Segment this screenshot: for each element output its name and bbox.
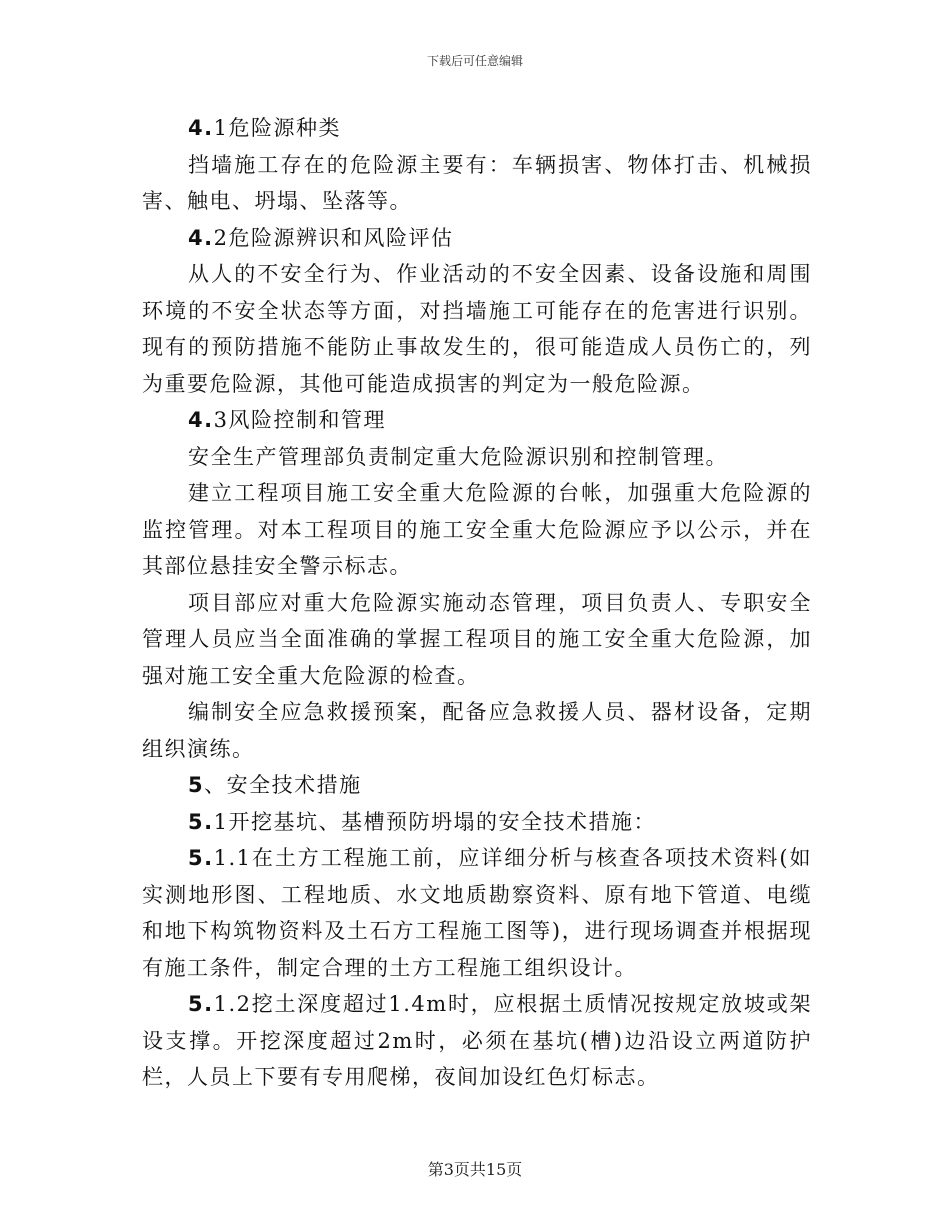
section-title: 、安全技术措施 bbox=[204, 773, 362, 797]
section-heading-4-1 bbox=[142, 110, 812, 147]
body-paragraph bbox=[142, 256, 812, 402]
section-title: 1开挖基坑、基槽预防坍塌的安全技术措施： bbox=[213, 809, 656, 834]
section-number: 4. bbox=[188, 225, 214, 250]
section-heading-4-2 bbox=[142, 220, 812, 257]
body-paragraph bbox=[142, 694, 812, 767]
section-heading-4-3 bbox=[142, 402, 812, 439]
section-number: 5 bbox=[188, 773, 205, 797]
section-title: 2危险源辨识和风险评估 bbox=[213, 225, 454, 250]
section-heading-5 bbox=[142, 767, 812, 804]
body-paragraph-5-1-2 bbox=[142, 986, 812, 1096]
page-footer: 第3页共15页 bbox=[427, 1160, 523, 1179]
body-paragraph-5-1-1 bbox=[142, 840, 812, 986]
section-number: 5. bbox=[188, 809, 214, 834]
section-number: 4. bbox=[188, 116, 214, 140]
page-header: 下载后可任意编辑 bbox=[426, 54, 523, 68]
paragraph-text: 1.2挖土深度超过1.4m时，应根据土质情况按规定放坡或架设支撑。开挖深度超过2m时，必须在基坑(槽)边沿设立两道防护栏，人员上下要有专用爬梯，夜间加设红色灯标志。 bbox=[142, 992, 812, 1089]
section-number: 4. bbox=[188, 408, 214, 432]
section-number: 5. bbox=[188, 992, 214, 1016]
paragraph-text: 1.1在土方工程施工前，应详细分析与核查各项技术资料(如实测地形图、工程地质、水文地质勘察资料、原有地下管道、电缆和地下构筑物资料及土石方工程施工图等)，进行现场调查并根据现有施工条件，制定合理的土方工程施工组织设计。 bbox=[142, 846, 812, 980]
paragraph-text: 编制安全应急救援预案，配备应急救援人员、器材设备，定期组织演练。 bbox=[142, 700, 812, 761]
body-paragraph bbox=[142, 585, 812, 695]
section-number: 5. bbox=[188, 846, 214, 870]
paragraph-text: 建立工程项目施工安全重大危险源的台帐，加强重大危险源的监控管理。对本工程项目的施工安全重大危险源应予以公示，并在其部位悬挂安全警示标志。 bbox=[142, 481, 812, 578]
document-body bbox=[142, 110, 812, 1096]
body-paragraph bbox=[142, 475, 812, 585]
body-paragraph bbox=[142, 439, 812, 476]
paragraph-text: 项目部应对重大危险源实施动态管理，项目负责人、专职安全管理人员应当全面准确的掌握工程项目的施工安全重大危险源，加强对施工安全重大危险源的检查。 bbox=[142, 590, 812, 688]
section-heading-5-1 bbox=[142, 804, 812, 841]
section-title: 1危险源种类 bbox=[213, 116, 341, 140]
section-title: 3风险控制和管理 bbox=[213, 408, 386, 432]
paragraph-text: 挡墙施工存在的危险源主要有：车辆损害、物体打击、机械损害、触电、坍塌、坠落等。 bbox=[142, 152, 812, 213]
paragraph-text: 从人的不安全行为、作业活动的不安全因素、设备设施和周围环境的不安全状态等方面，对挡墙施工可能存在的危害进行识别。现有的预防措施不能防止事故发生的，很可能造成人员伤亡的，列为重要危险源，其他可能造成损害的判定为一般危险源。 bbox=[142, 262, 812, 396]
paragraph-text: 安全生产管理部负责制定重大危险源识别和控制管理。 bbox=[188, 444, 728, 469]
body-paragraph bbox=[142, 147, 812, 220]
